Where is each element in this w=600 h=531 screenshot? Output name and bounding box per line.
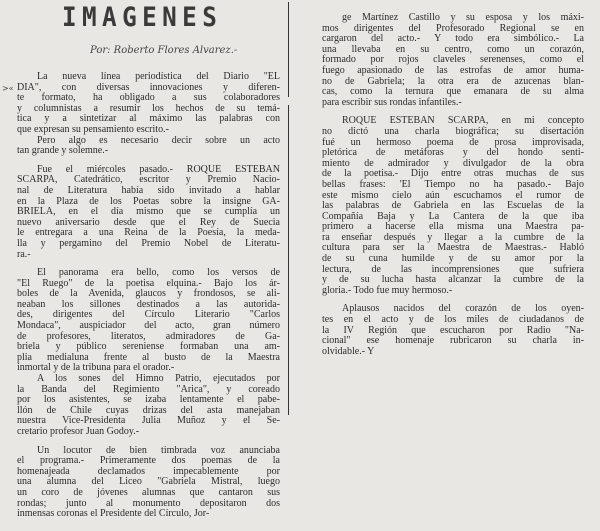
text-line: y de su lucha hasta alcanzar la cumbre de la <box>322 274 584 286</box>
text-line: llón de Chile cuyas drizas del asta manejaban <box>17 404 280 416</box>
article-title: IMAGENES <box>62 2 223 33</box>
article-paragraph <box>322 13 584 108</box>
text-line: ra.- <box>17 248 31 260</box>
text-line: la IV Región que escucharon por Radio "Na- <box>322 324 584 336</box>
text-line: homenajeada declamados impecablemente por <box>17 465 280 477</box>
text-line: nuevo aniversario desde que el Rey de Suecia <box>17 216 280 228</box>
text-line: plia medialuna frente al busto de la Maestra <box>17 351 280 363</box>
text-line: y columnistas a resumir los hechos de su temá- <box>17 102 280 114</box>
text-line: briela y público sereniense formaban una am- <box>17 341 280 353</box>
article-paragraph <box>17 72 280 136</box>
article-paragraph <box>322 304 584 357</box>
text-line: olvidable.- Y <box>322 345 375 357</box>
text-line: en la Plaza de los Poetas sobre la insigne GA- <box>17 195 280 207</box>
text-line: las palabras de Gabriela en las Escuelas de la <box>322 200 584 212</box>
text-line: ROQUE ESTEBAN SCARPA, en mi concepto <box>342 115 584 127</box>
text-line: tica y a sintetizar al máximo las palabras con <box>17 113 280 125</box>
text-line: de profesores, literatos, admiradores de Ga- <box>17 330 280 342</box>
column-divider <box>288 105 289 415</box>
text-line: rondas; junto al monumento depositaron dos <box>17 497 280 509</box>
text-line: gloria.- Todo fue muy hermoso.- <box>322 284 453 296</box>
article-paragraph <box>17 374 280 438</box>
text-line: DIA", con diversas innovaciones y diferen- <box>17 81 280 93</box>
text-line: este mismo cielo aún escuchamos el rumor de <box>322 189 584 201</box>
text-line: mos dirigentes del Profesorado Regional se en <box>322 22 584 34</box>
text-line: Un locutor de bien timbrada voz anunciaba <box>37 444 280 456</box>
text-line: la Banda del Regimiento "Arica", y coreado <box>17 383 280 395</box>
text-line: cretario profesor Juan Godoy.- <box>17 426 140 437</box>
text-line: una alumna del Liceo "Gabriela Mistral, luego <box>17 476 280 488</box>
text-line: de su cuna humilde y de su amor por la <box>322 253 584 265</box>
text-line: boles de la Avenida, glaucos y frondosos, se ali- <box>17 288 280 300</box>
text-line: no de Gabriela; la otra era de azucenas blan- <box>322 75 584 87</box>
text-line: fué un hermoso poema de prosa improvisada, <box>322 136 584 148</box>
text-line: El panorama era bello, como los versos de <box>37 267 280 279</box>
text-line: tes en el acto y de los miles de ciudadanos de <box>322 314 584 326</box>
text-line: de la poetisa.- Dijo entre otras muchas de sus <box>322 168 584 180</box>
article-paragraph <box>17 446 280 520</box>
column-divider <box>288 2 289 97</box>
text-line: SCARPA, Catedrático, escritor y Premio Nacio- <box>17 174 280 186</box>
article-paragraph <box>17 268 280 374</box>
text-line: que expresan su pensamiento escrito.- <box>17 123 169 135</box>
text-line: primero a hacerse ella misma una Maestra pa- <box>322 221 584 233</box>
text-line: tan grande y solemne.- <box>17 145 109 157</box>
text-line: formado por rojos claveles serenenses, como el <box>322 54 584 66</box>
text-line: Pero algo es necesario decir sobre un acto <box>37 134 280 146</box>
text-line: La nueva línea periodística del Diario "EL <box>37 71 280 82</box>
text-line: pletórica de metáforas y del hondo senti- <box>322 147 584 159</box>
right-column <box>322 13 584 357</box>
text-line: cargaron del acto.- Y todo era simbólico.- La <box>322 33 584 45</box>
text-line: neaban los sillones destinados a las autorida- <box>17 298 280 310</box>
text-line: cas, como la ternura que emanara de su alma <box>322 86 584 98</box>
text-line: no dictó una charla biográfica; su disertación <box>322 125 584 137</box>
article-paragraph <box>17 165 280 260</box>
article-paragraph <box>17 136 280 157</box>
text-line: miento de admirador y divulgador de la obra <box>322 157 584 169</box>
text-line: por los asistentes, se izaba lentamente el pabe- <box>17 394 280 406</box>
article-paragraph <box>322 116 584 296</box>
margin-mark: >« <box>2 84 14 93</box>
text-line: nuestra Vice-Presidenta Julia Muñoz y el Se- <box>17 415 280 427</box>
text-line: el programa.- Primeramente dos poemas de la <box>17 455 280 467</box>
text-line: Compañía Baja y La Cantera de la que iba <box>322 210 584 222</box>
text-line: para escribir sus rondas infantiles.- <box>322 96 462 108</box>
text-line: nal de Literatura había sido invitado a hablar <box>17 184 280 196</box>
text-line: lla y pergamino del Premio Nobel de Literatu- <box>17 237 280 249</box>
text-line: Mondaca", auspiciador del acto, gran número <box>17 320 280 332</box>
left-column <box>17 72 280 520</box>
text-line: inmensas coronas el Presidente del Círculo, Jor- <box>17 508 210 520</box>
text-line: cultura para ser la Maestra de Maestras.- Habló <box>322 242 584 254</box>
text-line: A los sones del Himno Patrio, ejecutados por <box>37 373 280 385</box>
text-line: le entregara a una Reina de la Poesía, la meda- <box>17 227 280 239</box>
text-line: Aplausos nacidos del corazón de los oyen- <box>342 303 584 315</box>
text-line: cional" ese homenaje rubricaron su charla in- <box>322 335 584 347</box>
text-line: te formato, ha obligado a sus colaboradores <box>17 92 280 104</box>
text-line: BRIELA, en el día mismo que se cumplía un <box>17 206 280 218</box>
text-line: Fue el miércoles pasado.- ROQUE ESTEBAN <box>37 163 280 175</box>
text-line: ge Martínez Castillo y su esposa y los máxi- <box>342 12 584 23</box>
text-line: des, dirigentes del Círculo Literario "Carlos <box>17 309 280 321</box>
article-byline: Por: Roberto Flores Alvarez.- <box>90 45 238 56</box>
text-line: una llevaba en su centro, como un corazón, <box>322 43 584 55</box>
text-line: fuego apasionado de las estrofas de amor huma- <box>322 64 584 76</box>
text-line: "El Ruego" de la poetisa elquina.- Bajo los ár- <box>17 277 280 289</box>
text-line: lectura, de las incomprensiones que sufriera <box>322 263 584 275</box>
text-line: un coro de jóvenes alumnas que cantaron sus <box>17 486 280 498</box>
text-line: inmortal y de la tribuna para el orador.- <box>17 362 175 374</box>
text-line: bellas frases: 'El Tiempo no ha pasado.- Bajo <box>322 178 584 190</box>
text-line: ra enseñar después y llegar a la cumbre de la <box>322 231 584 243</box>
